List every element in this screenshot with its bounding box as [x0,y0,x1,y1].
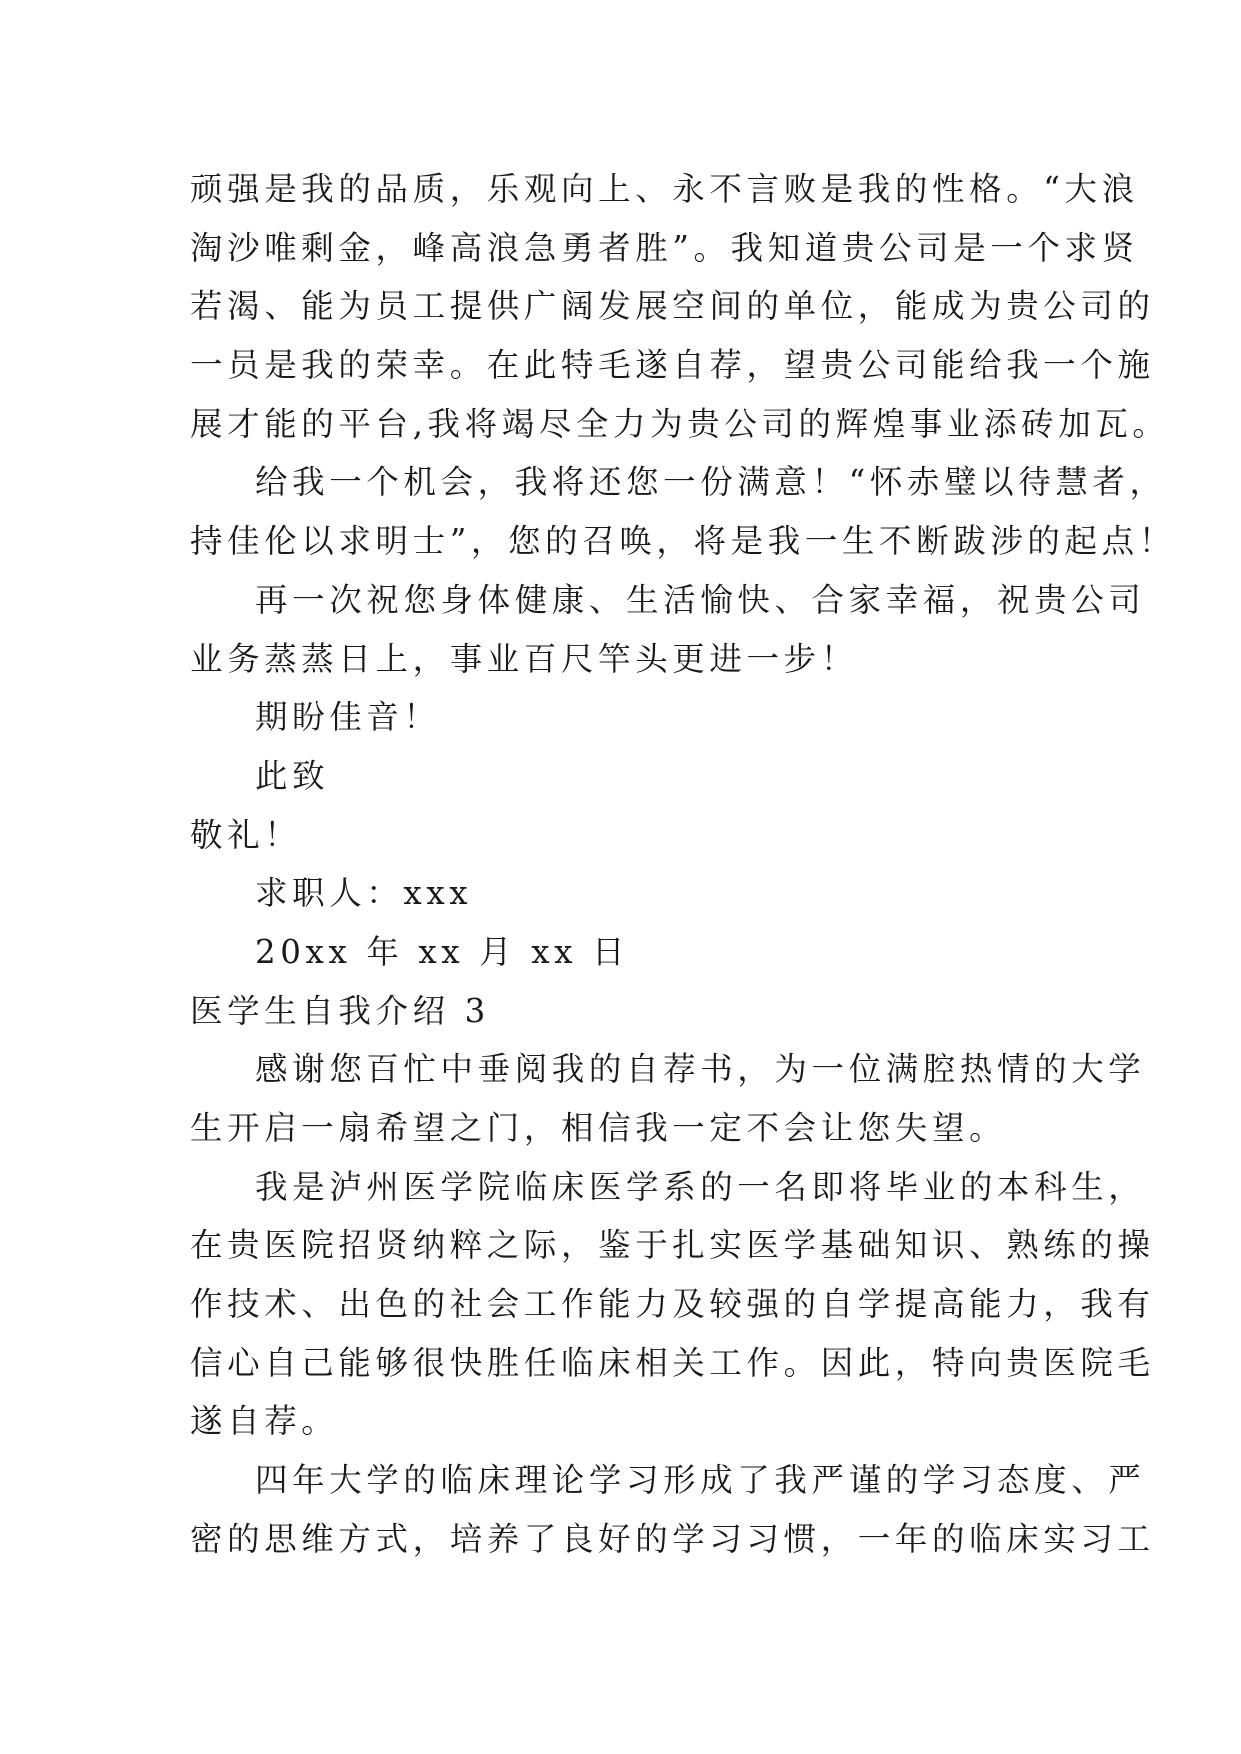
text-line: 四年大学的临床理论学习形成了我严谨的学习态度、严 [255,1461,1146,1500]
text-line: 业务蒸蒸日上，事业百尺竿头更进一步！ [190,639,858,678]
text-line: 密的思维方式，培养了良好的学习习惯，一年的临床实习工 [190,1519,1155,1558]
text-line: 给我一个机会，我将还您一份满意！“怀赤璧以待慧者， [255,463,1167,502]
salutation-cizhi: 此致 [255,756,330,795]
signature-applicant: 求职人：xxx [255,874,473,913]
text-line: 展才能的平台,我将竭尽全力为贵公司的辉煌事业添砖加瓦。 [190,404,1170,443]
text-line: 信心自己能够很快胜任临床相关工作。因此，特向贵医院毛 [190,1343,1155,1382]
text-line: 持佳伦以求明士”，您的召唤，将是我一生不断跋涉的起点！ [190,522,1176,561]
text-line: 遂自荐。 [190,1402,339,1441]
text-line: 顽强是我的品质，乐观向上、永不言败是我的性格。“大浪 [190,170,1139,208]
text-line: 再一次祝您身体健康、生活愉快、合家幸福，祝贵公司 [255,580,1146,619]
text-line: 淘沙唯剩金，峰高浪急勇者胜”。我知道贵公司是一个求贤 [190,228,1139,267]
text-line: 生开启一扇希望之门，相信我一定不会让您失望。 [190,1109,1007,1147]
text-line: 一员是我的荣幸。在此特毛遂自荐，望贵公司能给我一个施 [190,346,1155,385]
signature-date: 20xx 年 xx 月 xx 日 [255,932,630,971]
section-heading: 医学生自我介绍 3 [190,991,490,1030]
text-line: 若渴、能为员工提供广阔发展空间的单位，能成为贵公司的 [190,287,1155,326]
text-line: 在贵医院招贤纳粹之际，鉴于扎实医学基础知识、熟练的操 [190,1226,1155,1265]
text-line: 感谢您百忙中垂阅我的自荐书，为一位满腔热情的大学 [255,1050,1146,1089]
text-line: 我是泸州医学院临床医学系的一名即将毕业的本科生， [255,1167,1146,1206]
document-body [190,160,1176,1569]
text-line: 作技术、出色的社会工作能力及较强的自学提高能力，我有 [190,1285,1155,1324]
salutation-jingli: 敬礼！ [190,815,302,854]
closing-phrase: 期盼佳音！ [255,698,441,737]
